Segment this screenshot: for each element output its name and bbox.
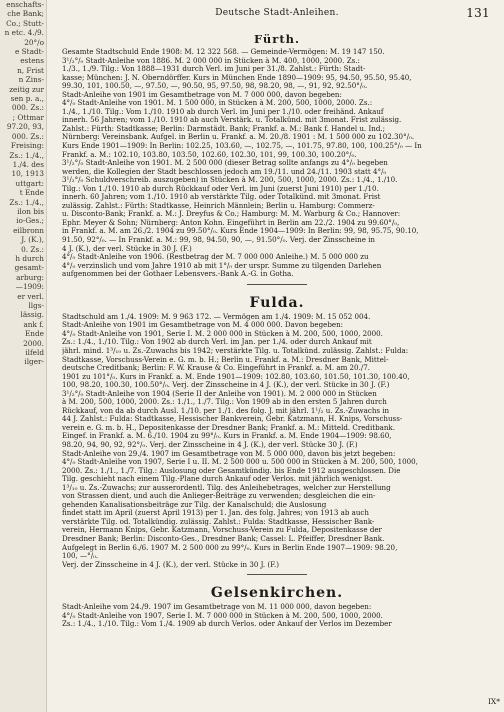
text-line: 3¹/₂°/₀ Stadt-Anleihe von 1904 (Serie II der Anleihe von 1901). M. 2 000 000 in Stücken xyxy=(62,389,377,398)
gutter-text-line: 000. Zs.: xyxy=(11,103,44,113)
text-line: Stadtkasse, Vorschuss-Verein e. G. m. b. H.; Berlin u. Frankf. a. M.: Dresdner Bank, Mittel- xyxy=(62,355,389,364)
text-line: 4 J. (K.), der verl. Stücke in 30 J. (F.) xyxy=(62,244,192,253)
section-body xyxy=(62,313,492,569)
gutter-text-line: e Stadt- xyxy=(15,47,44,57)
text-line: werden, die Kollegien der Stadt beschlossen jedoch am 19./11. und 24./11. 1903 statt 4°/₀ xyxy=(62,167,387,176)
text-line: u. Disconto-Bank; Frankf. a. M.: J. Dreyfus & Co.; Hamburg: M. M. Warburg & Co.; Hannover: xyxy=(62,210,401,219)
text-line: von Strassen dient, und auch die Anlieger-Beiträge zu verwenden; desgleichen die ein- xyxy=(62,492,376,501)
text-line: Verj. der Zinsscheine in 4 J. (K.), der verl. Stücke in 30 J. (F.) xyxy=(62,560,280,569)
gutter-text-line: Zs.: 1./4., xyxy=(9,150,44,160)
text-line: 4°/₀ Stadt-Anleihe von 1901, Serie I. M. 2 000 000 in Stücken à M. 200, 500, 1000, 2000. xyxy=(62,329,383,338)
text-line: 100, 98.20, 100.30, 100.50°/₀. Verj. der Zinsscheine in 4 J. (K.), der verl. Stücke in 30 J. (F.) xyxy=(62,381,390,390)
section-gelsenkirchen xyxy=(62,585,492,629)
section-title: Gelsenkirchen. xyxy=(210,585,344,602)
text-line: Aufgelegt in Berlin 6./6. 1907 M. 2 500 000 zu 99°/₀. Kurs in Berlin Ende 1907—1909: 98.20, xyxy=(62,543,398,552)
text-line: 1901 zu 101°/₀. Kurs in Frankf. a. M. Ende 1901—1909: 102.80, 103.60, 101.50, 101.30, 100.40, xyxy=(62,372,410,381)
text-line: zulässig. Zahlst.: Fürth: Stadtkasse, Heinrich Männlein; Berlin u. Hamburg: Commerz- xyxy=(62,201,375,210)
text-line: verstärkte Tilg. od. Totalkündig. zulässig. Zahlst.: Fulda: Stadtkasse, Hessischer Bank- xyxy=(62,517,375,526)
gutter-text-line: ilger- xyxy=(24,357,44,367)
text-line: 4°/₀ Stadt-Anleihe von 1907, Serie I. M. 7 000 000 in Stücken à M. 200, 500, 1000, 2000. xyxy=(62,611,383,620)
text-line: 3¹/₂°/₀ Stadt-Anleihe von 1901. M. 2 500 000 (dieser Betrag sollte anfangs zu 4°/₀ begeben xyxy=(62,159,388,168)
gutter-text-line: ; Ottmar xyxy=(12,112,44,122)
gutter-text-line: Co.; Stutt- xyxy=(6,18,44,28)
gutter-text-line: ilfeld xyxy=(25,348,44,358)
gutter-text-line: zeitig zur xyxy=(9,84,44,94)
text-line: à M. 200, 500, 1000, 2000. Zs.: 1./1., 1./7. Tilg.: Von 1909 ab in den ersten 5 Jahren durch xyxy=(62,398,387,407)
text-line: in Frankf. a. M. am 26./2. 1904 zu 99.50°/₀. Kurs Ende 1904—1909: In Berlin: 99, 98, 95.75, 90.10, xyxy=(62,227,419,236)
gutter-text-line: er verl. xyxy=(17,291,44,301)
gutter-text-line: Ende xyxy=(24,329,44,339)
text-line: innerh. 56 Jahren; vom 1./10. 1910 ab auch Verstärk. u. Totalkünd. mit 3monat. Frist zulässig. xyxy=(62,116,402,125)
gutter-text-line: —1909: xyxy=(15,282,44,292)
gutter-text-line: 000. Zs.: xyxy=(11,131,44,141)
gutter-text-line: eilbronn xyxy=(13,225,44,235)
gutter-text-line: estens xyxy=(20,56,44,66)
gutter-text-line: uttgart: xyxy=(15,178,44,188)
gutter-text-line: ank f. xyxy=(23,319,44,329)
text-line: Tilg.: Von 1./10. 1910 ab durch Rückkauf oder Verl. im Juni (zuerst Juni 1910) per 1./10. xyxy=(62,184,379,193)
text-line: Rückkauf, von da ab durch Ausl. 1./10. per 1./1. des folg. J. mit jährl. 1¹/₂ u. Zs.-Zuwachs in xyxy=(62,406,390,415)
gutter-text-line: io-Ges.; xyxy=(16,216,44,226)
gutter-text-line: llgs- xyxy=(28,301,44,310)
gutter-text-line: enschafts- xyxy=(6,0,44,9)
section-body xyxy=(62,48,492,279)
gutter-text-line: Zs.: 1./4., xyxy=(9,197,44,207)
text-line: 3¹/₂°/₀ Schuldverschreib. auszugeben) in Stücken à M. 200, 500, 1000, 2000. Zs.: 1./4., 1./10. xyxy=(62,176,398,185)
gutter-text-line: h durch xyxy=(15,253,44,263)
text-line: 2000. Zs.: 1./1., 1./7. Tilg.: Auslosung oder Gesamtkündig. bis Ende 1912 ausgeschlossen. Die xyxy=(62,466,401,475)
text-line: 44 J. Zahlst.: Fulda: Stadtkasse, Hessischer Bankverein, Gebr. Katzmann, H. Knips, Vorschuss- xyxy=(62,415,403,424)
gutter-text-line: ilon bis xyxy=(17,206,44,216)
gutter-text-line: J. (K.), xyxy=(21,235,44,245)
text-line: Eingef. in Frankf. a. M. 6./10. 1904 zu 99°/₀. Kurs in Frankf. a. M. Ende 1904—1909: 98.60, xyxy=(62,432,392,441)
gutter-text-line: 97.20, 93, xyxy=(6,122,44,132)
gutter-text-line: 10, 1913 xyxy=(11,169,44,179)
text-line: 3¹/₂°/₀ Stadt-Anleihe von 1886. M. 2 000 000 in Stücken à M. 400, 1000, 2000. Zs.: xyxy=(62,56,360,65)
page xyxy=(62,8,492,708)
adjacent-page-gutter xyxy=(0,0,47,712)
signature-mark: IX* xyxy=(487,697,500,706)
gutter-text-line: 20°/o xyxy=(24,37,44,47)
text-line: 99.30, 101, 100.50, —, 97.50, —, 90.50, 95, 97.50, 98, 98.20, 98, —, 91, 92, 92.50°/₀. xyxy=(62,82,368,91)
text-line: Stadt-Anleihe vom 24./9. 1907 im Gesamtbetrage von M. 11 000 000, davon begeben: xyxy=(62,603,372,612)
text-line: jährl. mind. 1³/₁₀ u. Zs.-Zuwachs bis 1942; verstärkte Tilg. u. Totalkünd. zulässig. Zahlst.: Fulda: xyxy=(62,346,409,355)
section-fulda xyxy=(62,295,492,569)
gutter-text-line: arburg: xyxy=(16,272,44,282)
section-body xyxy=(62,603,492,629)
text-line: verein e. G. m. b. H., Depositenkasse der Dresdner Bank; Frankf. a. M.: Mitteld. Creditbank. xyxy=(62,423,395,432)
section-title: Fulda. xyxy=(249,294,305,311)
gutter-text-line: n, Frist xyxy=(17,65,44,75)
text-line: Stadtschuld am 1./4. 1909: M. 9 963 172. — Vermögen am 1./4. 1909: M. 15 052 004. xyxy=(62,312,371,321)
text-line: Zs.: 1./4., 1./10. Tilg.: Von 1902 ab durch Verl. im Jan. per 1./4. oder durch Ankauf mit xyxy=(62,338,372,347)
text-line: Stadt-Anleihe von 29./4. 1907 im Gesamtbetrage von M. 5 000 000, davon bis jetzt begeben: xyxy=(62,449,396,458)
text-line: Gesamte Stadtschuld Ende 1908: M. 12 322 568. — Gemeinde-Vermögen: M. 19 147 150. xyxy=(62,48,385,56)
gutter-text-line: 2000. xyxy=(23,338,44,348)
text-line: 91.50, 92°/₀. — In Frankf. a. M.: 99, 98, 94.50, 90, —, 91.50°/₀. Verj. der Zinsscheine in xyxy=(62,236,376,245)
text-line: gehenden Kanalisationsbeiträge zur Tilg. der Kanalschuld; die Auslosung xyxy=(62,500,327,509)
section-title: Fürth. xyxy=(253,32,301,46)
text-line: aufgenommen bei der Gothaer Lebensvers.-Bank A.-G. in Gotha. xyxy=(62,270,294,279)
text-line: deutsche Creditbank; Berlin: F. W. Krause & Co. Eingeführt in Frankf. a. M. am 20./7. xyxy=(62,364,370,373)
text-line: 4°/₀ Stadt-Anleihe von 1901. M. 1 500 000, in Stücken à M. 200, 500, 1000, 2000. Zs.: xyxy=(62,99,373,108)
text-line: 1./3., 1./9. Tilg.: Von 1888—1931 durch Verl. im Juni per 31./8. Zahlst.: Fürth: Stadt- xyxy=(62,65,366,74)
gutter-text-line: 1./4. des xyxy=(12,159,44,169)
text-line: 4°/₀ verzinslich und vom Jahre 1910 ab mit 1°/₀ der urspr. Summe zu tilgenden Darlehen xyxy=(62,261,382,270)
text-line: Kurs Ende 1901—1909: In Berlin: 102.25, 103.60, —, 102.75, —, 101.75, 97.80, 100, 100.25°/₀ — In xyxy=(62,142,422,151)
page-number: 131 xyxy=(466,8,490,20)
text-line: Ephr. Meyer & Sohn; Nürnberg: Anton Kohn. Eingeführt in Berlin am 22./2. 1904 zu 99.60°/₀, xyxy=(62,218,400,227)
text-line: verein, Hermann Knips, Gebr. Katzmann, Vorschuss-Verein zu Fulda, Depositenkasse der xyxy=(62,526,382,535)
text-line: findet statt im April (zuerst April 1913) per 1. Jan. des folg. Jahres; von 1913 ab auch xyxy=(62,509,369,518)
text-line: Zahlst.: Fürth: Stadtkasse; Berlin: Darmstädt. Bank; Frankf. a. M.: Bank f. Handel u. Ind.; xyxy=(62,124,386,133)
section-fuerth xyxy=(62,32,492,279)
text-line: Zs.: 1./4., 1./10. Tilg.: Vom 1./4. 1909 ab durch Verlos. oder Ankauf der Verlos im Dezember xyxy=(62,620,392,629)
gutter-text-line: sen p. a., xyxy=(10,94,44,104)
text-line: Stadt-Anleihe von 1901 im Gesamtbetrage von M. 4 000 000. Davon begeben: xyxy=(62,321,344,330)
text-line: 100, —°/₀. xyxy=(62,552,99,561)
running-head-title: Deutsche Stadt-Anleihen. xyxy=(215,8,339,18)
section-divider xyxy=(247,574,307,575)
gutter-text-line: gesamt- xyxy=(14,263,44,273)
gutter-text-line: n etc. 4./9. xyxy=(4,28,44,38)
gutter-text-line: t Ende xyxy=(19,188,44,198)
text-line: kasse; München: J. N. Oberndörffer. Kurs in München Ende 1890—1909: 95, 94.50, 95.50, 95.40, xyxy=(62,73,412,82)
text-line: 1./4., 1./10. Tilg.: Vom 1./10. 1910 ab durch Verl. im Juni per 1./10. oder freihänd. Ankauf xyxy=(62,107,384,116)
text-line: Tilg. geschieht nach einem Tilg.-Plane durch Ankauf oder Verlos. mit jährlich wenigst. xyxy=(62,475,373,484)
running-head xyxy=(62,8,492,24)
gutter-text-line: n Zins- xyxy=(18,75,44,85)
text-line: 4°/₀ Stadt-Anleihe von 1907, Serie I u. II. M. 2 500 000 u. 500 000 in Stücken à M. 200, 500, 1000, xyxy=(62,458,418,467)
section-divider xyxy=(247,284,307,285)
text-line: 98.20, 94, 90, 92, 92°/₀. Verj. der Zinsscheine in 4 J. (K.), der verl. Stücke 30 J. (F.) xyxy=(62,440,358,449)
text-line: Nürnberg: Vereinsbank. Aufgel. in Berlin u. Frankf. a. M. 20./8. 1901 : M. 1 500 000 zu 102.30°/₀. xyxy=(62,133,415,142)
text-line: Stadt-Anleihe von 1901 im Gesamtbetrage von M. 7 000 000, davon begeben: xyxy=(62,90,342,99)
gutter-text-line: Freising: xyxy=(10,141,44,151)
gutter-text-line: lässig. xyxy=(20,310,44,320)
gutter-text-line: 0. Zs.: xyxy=(21,244,44,254)
text-line: 4°/₀ Stadt-Anleihe von 1906. (Restbetrag der M. 7 000 000 Anleihe.) M. 5 000 000 zu xyxy=(62,253,369,262)
text-line: 1³/₁₀ u. Zs.-Zuwachs; zur ausserordentl. Tilg. des Anleihebetrages, welcher zur Herstellung xyxy=(62,483,391,492)
text-line: innerh. 60 Jahren; vom 1./10. 1910 ab verstärkte Tilg. oder Totalkünd. mit 3monat. Frist xyxy=(62,193,381,202)
text-line: Dresdner Bank; Berlin: Disconto-Ges., Dresdner Bank; Cassel: L. Pfeiffer, Dresdner Bank. xyxy=(62,534,385,543)
text-line: Frankf. a. M.: 102.10, 103.80, 103.50, 102.60, 102.30, 101, 99, 100.30, 100.20°/₀. xyxy=(62,150,357,159)
gutter-text-line: che Bank; xyxy=(7,9,44,19)
